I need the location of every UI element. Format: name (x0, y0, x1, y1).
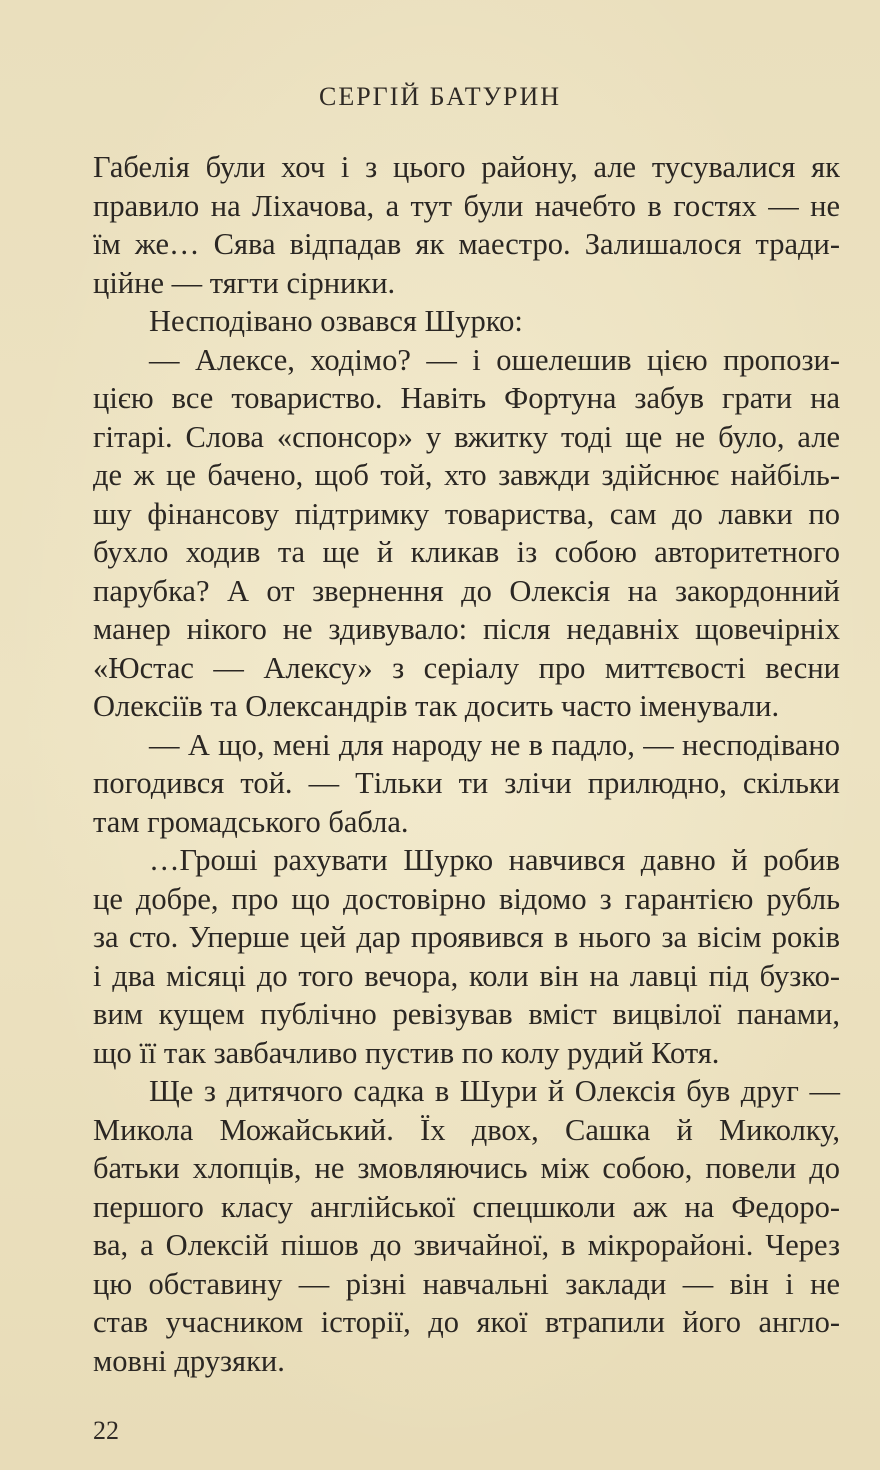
text-line: цю обставину — різні навчальні заклади — він і не (93, 1266, 840, 1301)
text-line: ційне — тягти сірники. (93, 265, 396, 300)
text-line: батьки хлопців, не змовляючись між собою, повели до (93, 1151, 840, 1185)
text-line: мовні друзяки. (93, 1343, 285, 1378)
text-line: там громадського бабла. (93, 804, 409, 839)
text-line: шу фінансову підтримку товариства, сам до лавки по (93, 496, 840, 531)
text-line: манер нікого не здивувало: після недавніх щовечірніх (93, 612, 840, 646)
paragraph-start-line: …Гроші рахувати Шурко навчився давно й робив (149, 843, 840, 877)
paragraph-start-line: — Алексе, ходімо? — і ошелешив цією пропози- (149, 342, 840, 377)
text-line: це добре, про що достовірно відомо з гарантією рубль (93, 881, 840, 916)
text-line: погодився той. — Тільки ти злічи прилюдно, скільки (93, 766, 840, 800)
text-line: «Юстас — Алексу» з серіалу про миттєвості весни (93, 650, 840, 685)
running-head: СЕРГІЙ БАТУРИН (318, 82, 562, 111)
text-line: і два місяці до того вечора, коли він на лавці під бузко- (93, 958, 840, 993)
text-line: першого класу англійської спецшколи аж на Федоро- (93, 1189, 840, 1224)
text-line: що її так завбачливо пустив по колу рудий Котя. (93, 1035, 720, 1070)
body-text (93, 148, 840, 1380)
text-line: де ж це бачено, щоб той, хто завжди здійснює найбіль- (93, 458, 840, 492)
paragraph-start-line: Несподівано озвався Шурко: (149, 304, 523, 338)
text-line: Габелія були хоч і з цього району, але тусувалися як (93, 150, 840, 184)
text-line: став учасником історії, до якої втрапили його англо- (93, 1305, 840, 1339)
text-line: їм же… Сява відпадав як маестро. Залишалося тради- (93, 227, 840, 261)
paragraph-start-line: — А що, мені для народу не в падло, — несподівано (149, 727, 840, 762)
text-line: Олексіїв та Олександрів так досить часто іменували. (93, 689, 780, 723)
text-line: Микола Можайський. Їх двох, Сашка й Миколку, (93, 1112, 840, 1147)
text-line: цією все товариство. Навіть Фортуна забув грати на (93, 381, 840, 415)
paragraph-start-line: Ще з дитячого садка в Шури й Олексія був друг — (149, 1074, 840, 1108)
text-line: правило на Ліхачова, а тут були начебто в гостях — не (93, 188, 840, 223)
text-line: за сто. Уперше цей дар проявився в нього за вісім років (93, 920, 840, 954)
text-line: гітарі. Слова «спонсор» у вжитку тоді ще не було, але (93, 419, 840, 454)
text-line: бухло ходив та ще й кликав із собою авторитетного (93, 535, 840, 569)
page-number: 22 (93, 1416, 119, 1445)
text-line: ва, а Олексій пішов до звичайної, в мікрорайоні. Через (93, 1228, 840, 1262)
text-line: вим кущем публічно ревізував вміст вицвілої панами, (93, 997, 840, 1031)
text-line: парубка? А от звернення до Олексія на закордонний (93, 573, 840, 608)
